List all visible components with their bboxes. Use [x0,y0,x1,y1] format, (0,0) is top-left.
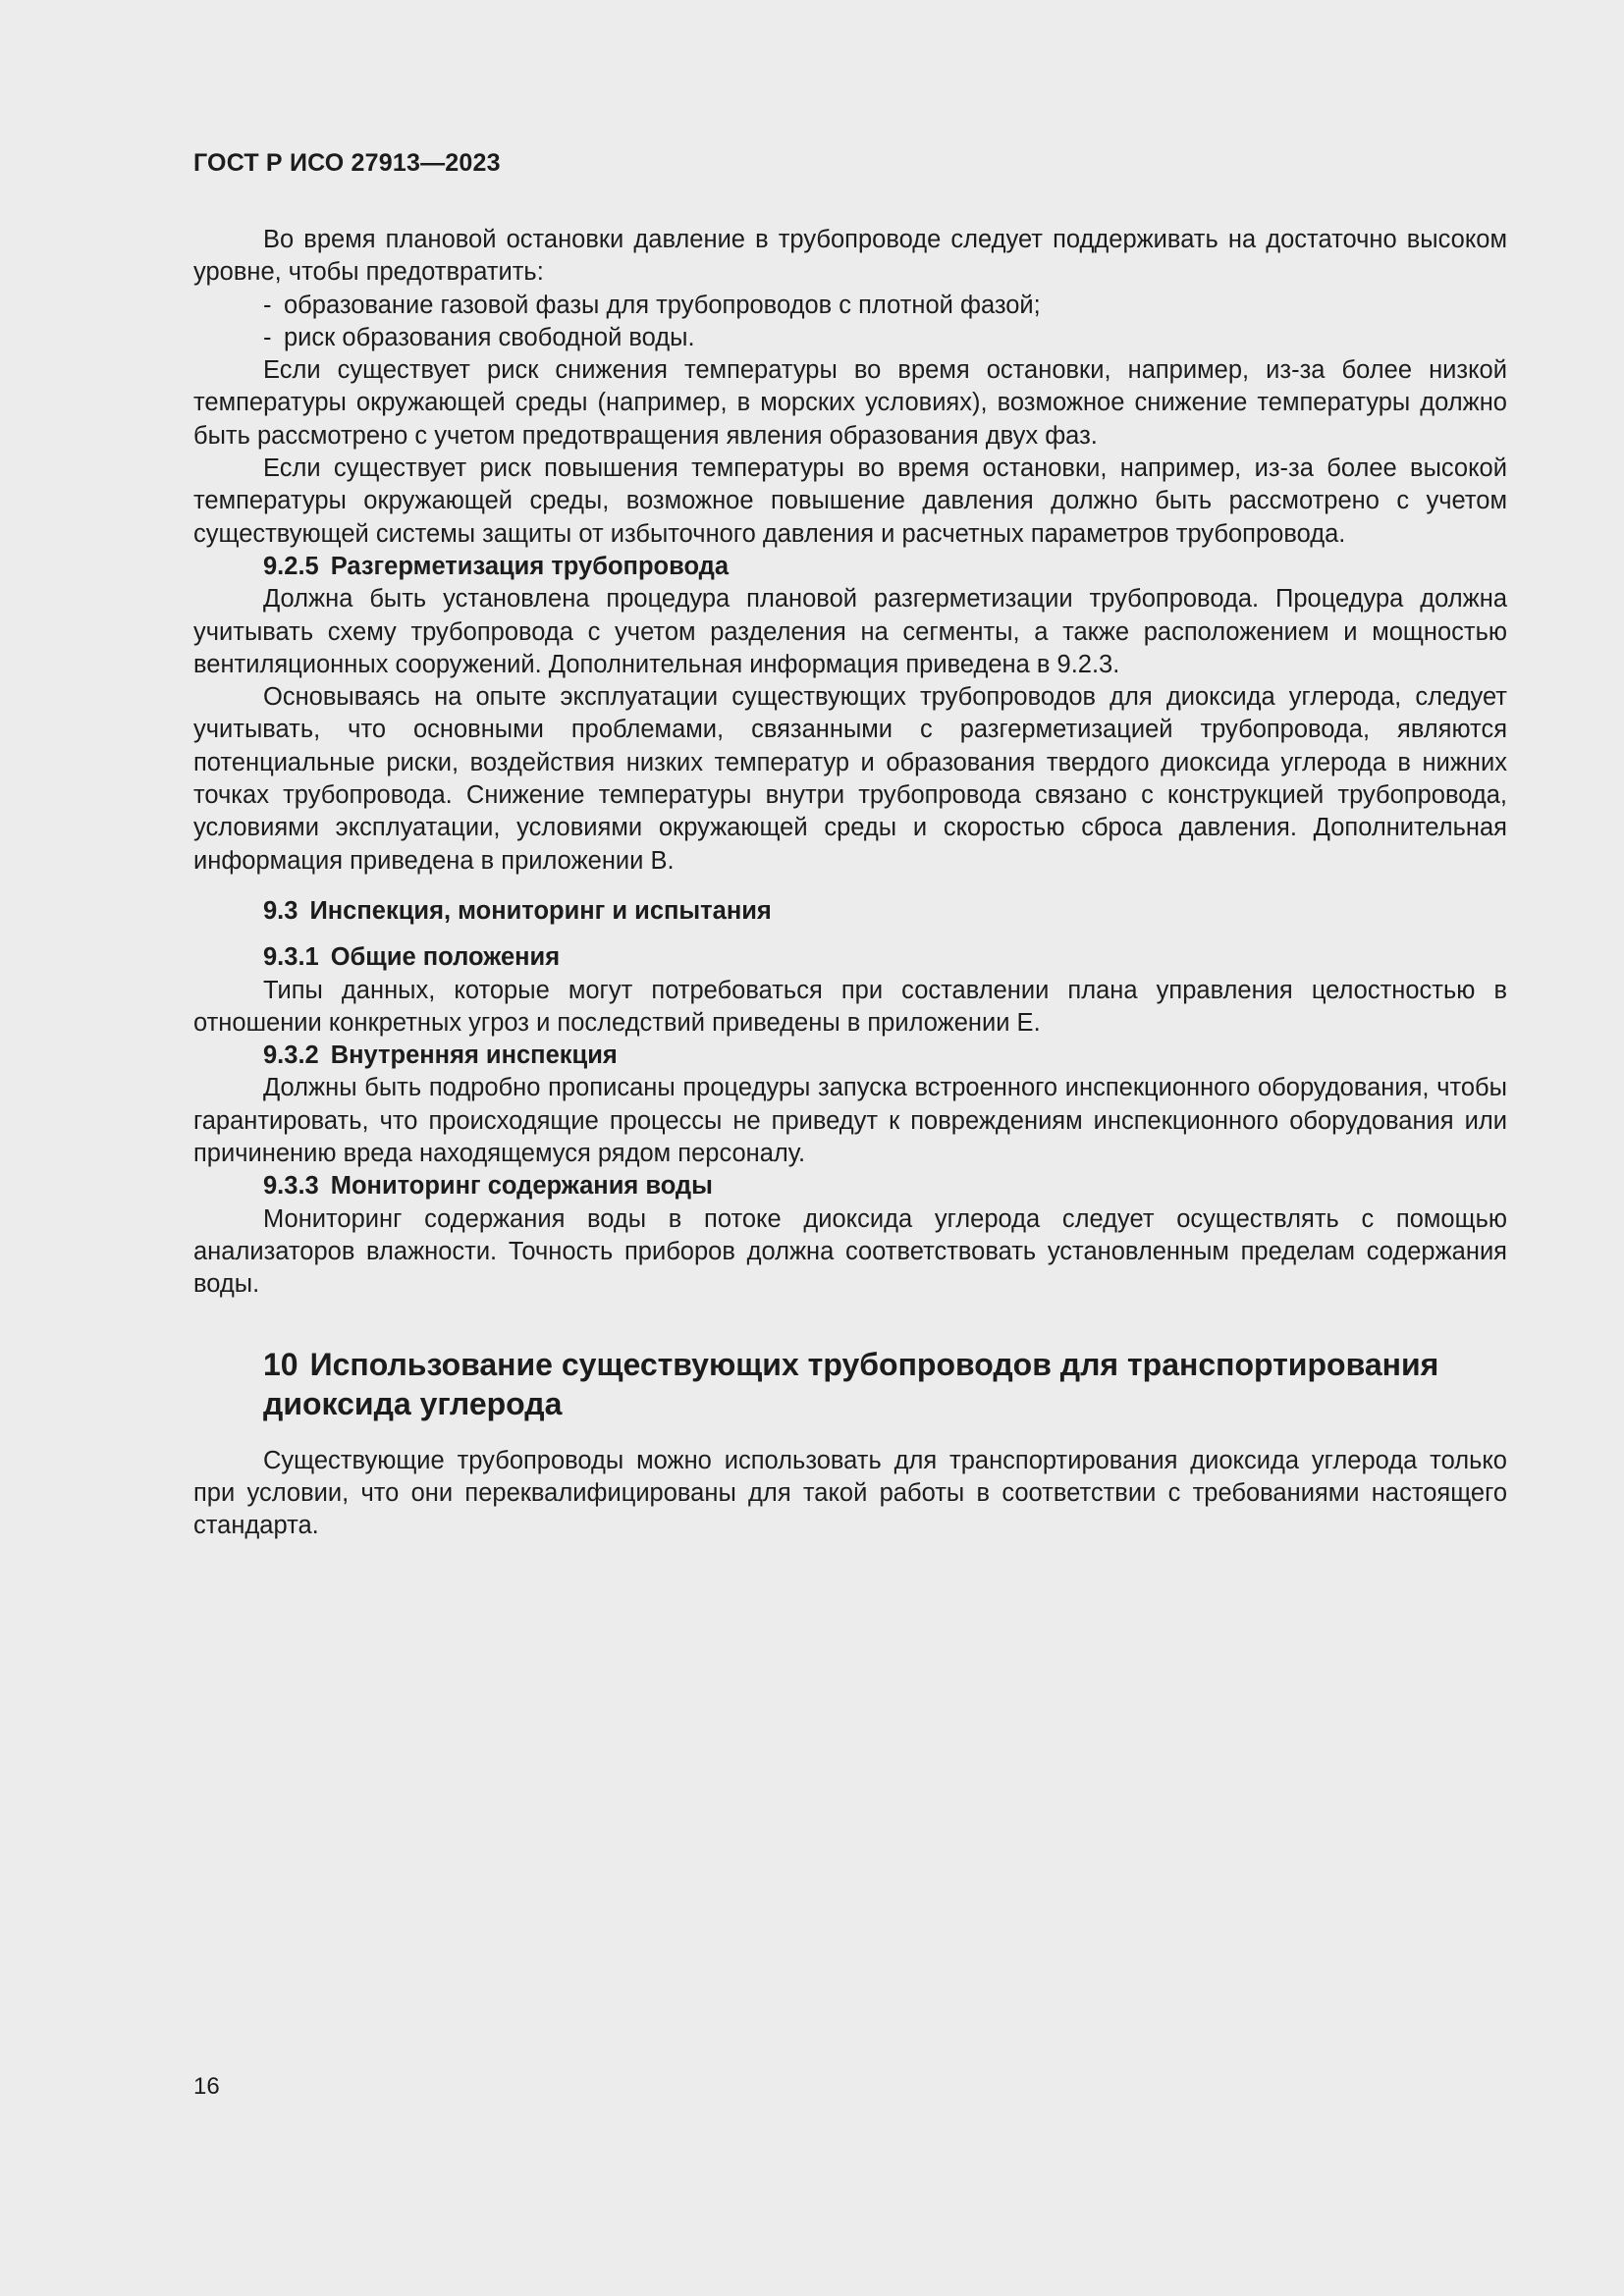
list-dash: - [263,291,272,319]
section-heading-9-3 [193,895,1507,928]
paragraph: Должна быть установлена процедура плановой разгерметизации трубопровода. Процедура должна учитывать схему трубопровода с учетом разделения на сегменты, а также расположением и мощностью вентиляционных сооружений. Дополнительная информация приведена в 9.2.3. [193,585,1507,678]
subsection-heading-9-2-5 [193,551,1507,583]
list-item-text: риск образования свободной воды. [284,323,695,351]
page-number: 16 [193,2073,220,2100]
subsection-number: 9.3.1 [263,943,319,972]
chapter-heading-10 [263,1345,1507,1423]
subsection-heading-9-3-1 [193,941,1507,974]
paragraph: Существующие трубопроводы можно использовать для транспортирования диоксида углерода только при условии, что они переквалифицированы для такой работы в соответствии с требованиями настоящего стандарта. [193,1446,1507,1540]
section-number: 9.3 [263,896,298,925]
paragraph: Основываясь на опыте эксплуатации существующих трубопроводов для диоксида углерода, следует учитывать, что основными проблемами, связанными с разгерметизацией трубопровода, являются потенциальные риски, воздействия низких температур и образования твердого диоксида углерода в нижних точках трубопровода. Снижение температуры внутри трубопровода связано с конструкцией трубопровода, условиями эксплуатации, условиями окружающей среды и скоростью сброса давления. Дополнительная информация приведена в приложении В. [193,683,1507,875]
paragraph: Должны быть подробно прописаны процедуры запуска встроенного инспекционного оборудования, чтобы гарантировать, что происходящие процессы не приведут к повреждениям инспекционного оборудования или причинению вреда находящемуся рядом персоналу. [193,1074,1507,1168]
paragraph: Если существует риск снижения температуры во время остановки, например, из-за более низкой температуры окружающей среды (например, в морских условиях), возможное снижение температуры должно быть рассмотрено с учетом предотвращения явления образования двух фаз. [193,356,1507,450]
subsection-title: Разгерметизация трубопровода [330,552,730,580]
document-body [193,224,1507,1542]
list-dash: - [263,323,272,351]
list-item [193,322,1507,354]
list-item [193,290,1507,322]
paragraph: Если существует риск повышения температуры во время остановки, например, из-за более высокой температуры окружающей среды, возможное повышение давления должно быть рассмотрено с учетом существующей системы защиты от избыточного давления и расчетных параметров трубопровода. [193,454,1507,548]
subsection-number: 9.2.5 [263,552,319,580]
subsection-heading-9-3-3 [193,1170,1507,1202]
subsection-title: Мониторинг содержания воды [330,1172,713,1201]
paragraph: Мониторинг содержания воды в потоке диоксида углерода следует осуществлять с помощью анализаторов влажности. Точность приборов должна соответствовать установленным пределам содержания воды. [193,1204,1507,1299]
subsection-title: Общие положения [330,943,561,972]
document-header: ГОСТ Р ИСО 27913—2023 [193,149,501,177]
paragraph: Типы данных, которые могут потребоваться при составлении плана управления целостностью в отношении конкретных угроз и последствий приведены в приложении Е. [193,976,1507,1037]
list-item-text: образование газовой фазы для трубопроводов с плотной фазой; [284,291,1041,319]
subsection-title: Внутренняя инспекция [330,1041,618,1070]
chapter-number: 10 [263,1346,298,1382]
chapter-title: Использование существующих трубопроводов для транспортирования диоксида углерода [263,1346,1439,1421]
subsection-number: 9.3.2 [263,1041,319,1070]
section-title: Инспекция, мониторинг и испытания [309,896,772,925]
paragraph: Во время плановой остановки давление в трубопроводе следует поддерживать на достаточно высоком уровне, чтобы предотвратить: [193,226,1507,287]
subsection-heading-9-3-2 [193,1040,1507,1072]
subsection-number: 9.3.3 [263,1172,319,1201]
